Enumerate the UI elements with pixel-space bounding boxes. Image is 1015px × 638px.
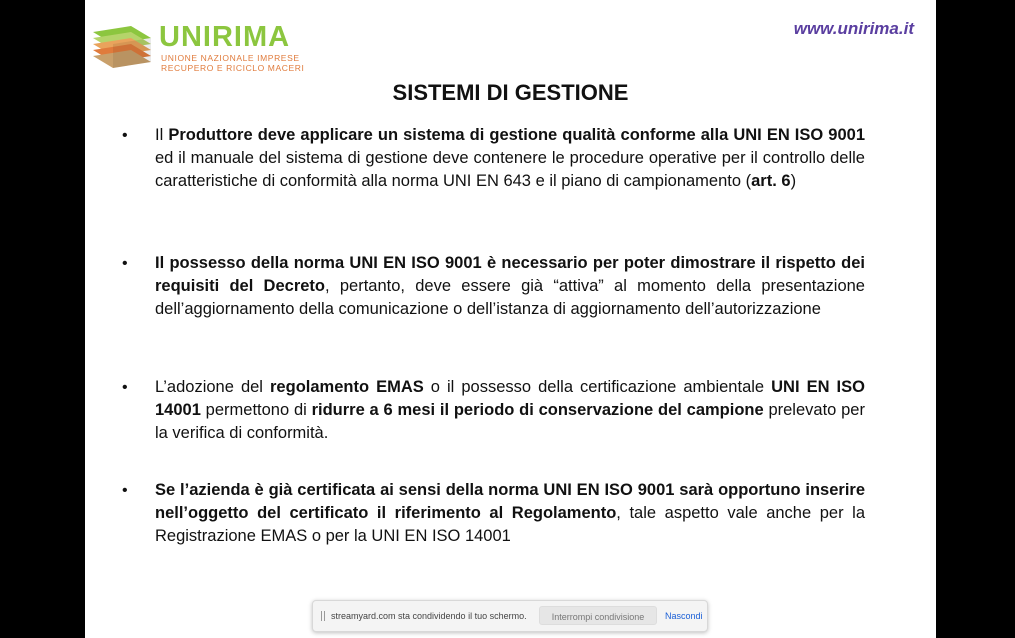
logo-name: UNIRIMA — [159, 21, 291, 53]
drag-handle-icon[interactable] — [321, 611, 325, 621]
presentation-slide — [85, 0, 936, 638]
bullet-marker: • — [122, 379, 128, 396]
stacked-paper-logo-icon — [91, 24, 153, 72]
bullet-text: Se l’azienda è già certificata ai sensi della norma UNI EN ISO 9001 sarà opportuno inserire nell’oggetto del certificato il riferimento al Regolamento, tale aspetto vale anche per la Registrazione EMAS o per la UNI EN ISO 14001 — [155, 481, 865, 545]
hide-link[interactable]: Nascondi — [665, 611, 703, 621]
logo-subtitle-line2: RECUPERO E RICICLO MACERI — [161, 63, 305, 73]
bullet-text: L’adozione del regolamento EMAS o il possesso della certificazione ambientale UNI EN ISO 14001 permettono di ridurre a 6 mesi il periodo di conservazione del campione prelevato per la verifica di conformità. — [155, 378, 865, 442]
site-url: www.unirima.it — [793, 19, 914, 38]
bullet-item — [119, 479, 865, 548]
bullet-marker: • — [122, 255, 128, 272]
bullet-item — [119, 124, 865, 193]
slide-title: SISTEMI DI GESTIONE — [392, 80, 629, 105]
stop-sharing-button[interactable]: Interrompi condivisione — [539, 606, 657, 625]
logo-subtitle — [161, 53, 304, 73]
bullet-text: Il possesso della norma UNI EN ISO 9001 è necessario per poter dimostrare il rispetto dei requisiti del Decreto, pertanto, deve essere già “attiva” al momento della presentazione dell’aggiornamento della comunicazione o dell’istanza di aggiornamento dell’autorizzazione — [155, 254, 865, 318]
bullet-marker: • — [122, 127, 128, 144]
bullet-item — [119, 252, 865, 321]
bullet-text: Il Produttore deve applicare un sistema di gestione qualità conforme alla UNI EN ISO 9001 ed il manuale del sistema di gestione deve contenere le procedure operative per il controllo delle caratteristiche di conformità alla norma UNI EN 643 e il piano di campionamento (art. 6) — [155, 126, 865, 190]
share-message: streamyard.com sta condividendo il tuo schermo. — [331, 611, 527, 621]
bullet-marker: • — [122, 482, 128, 499]
screen-share-notification-bar — [312, 600, 708, 632]
logo-subtitle-line1: UNIONE NAZIONALE IMPRESE — [161, 53, 300, 63]
unirima-logo — [91, 22, 321, 74]
bullet-item — [119, 376, 865, 445]
